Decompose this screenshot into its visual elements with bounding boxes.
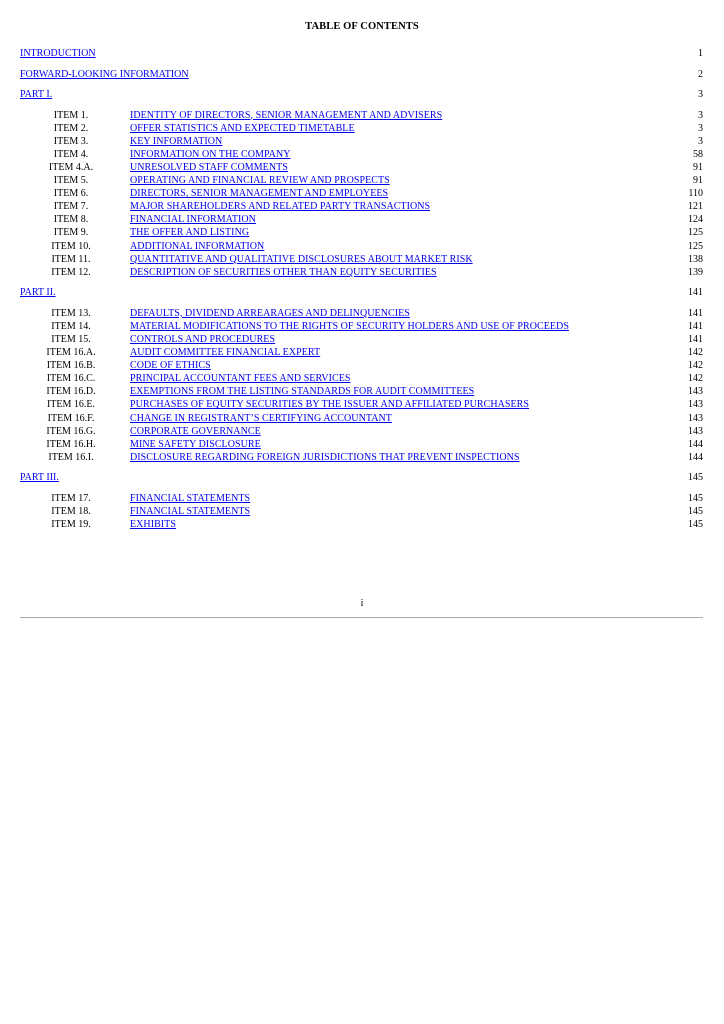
toc-page-number: 121 [688,201,703,213]
toc-item-row [0,187,724,200]
toc-page-number: 142 [688,360,703,372]
toc-item-row [0,122,724,135]
toc-item-link[interactable]: ADDITIONAL INFORMATION [130,240,265,252]
toc-item-number: ITEM 17. [51,492,91,504]
toc-item-link[interactable]: UNRESOLVED STAFF COMMENTS [130,161,288,173]
toc-item-link[interactable]: MATERIAL MODIFICATIONS TO THE RIGHTS OF SECURITY HOLDERS AND USE OF PROCEEDS [130,320,569,332]
toc-page-number: 125 [688,227,703,239]
toc-page-number: 3 [698,122,703,134]
toc-item-link[interactable]: CODE OF ETHICS [130,360,211,372]
toc-item-number: ITEM 5. [53,175,89,186]
toc-item-row [0,320,724,333]
toc-section-row [0,471,724,484]
toc-page-number: 145 [688,519,703,530]
toc-item-number: ITEM 8. [53,214,89,226]
toc-item-row [0,412,724,425]
toc-page-number: 91 [693,175,703,186]
toc-item-number: ITEM 7. [53,201,89,213]
toc-page-number: 144 [688,451,703,463]
toc-item-number: ITEM 11. [51,253,91,265]
toc-item-number: ITEM 13. [51,307,91,319]
toc-page-number: 143 [688,412,703,424]
toc-page-number: 141 [688,333,703,345]
toc-item-row [0,438,724,451]
toc-section-row [0,47,724,60]
toc-item-number: ITEM 16.D. [46,386,96,398]
toc-item-link[interactable]: MINE SAFETY DISCLOSURE [130,438,261,450]
toc-page-number: 91 [693,161,703,173]
toc-item-link[interactable]: DESCRIPTION OF SECURITIES OTHER THAN EQUITY SECURITIES [130,266,437,278]
toc-item-link[interactable]: FINANCIAL INFORMATION [130,214,256,226]
toc-item-row [0,398,724,411]
toc-page-number: 145 [688,472,703,484]
toc-item-link[interactable]: FINANCIAL STATEMENTS [130,505,251,517]
toc-page-number: 141 [688,320,703,332]
toc-item-link[interactable]: CORPORATE GOVERNANCE [130,425,261,437]
toc-item-link[interactable]: PRINCIPAL ACCOUNTANT FEES AND SERVICES [130,373,351,385]
toc-section-link[interactable]: FORWARD-LOOKING INFORMATION [20,68,189,80]
toc-item-number: ITEM 18. [51,505,91,517]
toc-item-link[interactable]: MAJOR SHAREHOLDERS AND RELATED PARTY TRANSACTIONS [130,201,431,213]
toc-item-number: ITEM 16.H. [46,438,96,450]
toc-section-link[interactable]: INTRODUCTION [20,48,96,59]
toc-section-row [0,88,724,101]
toc-item-row [0,346,724,359]
toc-item-row [0,492,724,505]
toc-item-link[interactable]: EXEMPTIONS FROM THE LISTING STANDARDS FOR AUDIT COMMITTEES [130,386,475,398]
toc-section-link[interactable]: PART I. [20,89,53,100]
toc-item-row [0,200,724,213]
toc-page-number: 142 [688,373,703,385]
toc-page-number: 143 [688,399,703,411]
toc-item-number: ITEM 19. [51,519,91,530]
toc-page-number: 3 [698,109,703,121]
toc-item-number: ITEM 6. [53,188,89,200]
toc-item-link[interactable]: CHANGE IN REGISTRANT’S CERTIFYING ACCOUNTANT [130,412,392,424]
toc-item-number: ITEM 4. [53,148,89,160]
toc-item-row [0,518,724,531]
toc-page-number: 3 [698,135,703,147]
toc-item-link[interactable]: DEFAULTS, DIVIDEND ARREARAGES AND DELINQUENCIES [130,307,410,319]
toc-item-row [0,135,724,148]
toc-item-row [0,109,724,122]
toc-item-number: ITEM 16.B. [46,360,96,372]
toc-page-number: 141 [688,287,703,299]
toc-page-number: 143 [688,386,703,398]
toc-item-row [0,425,724,438]
toc-item-link[interactable]: THE OFFER AND LISTING [130,227,250,239]
toc-page-number: 2 [698,68,703,80]
toc-item-link[interactable]: FINANCIAL STATEMENTS [130,492,251,504]
toc-item-row [0,505,724,518]
page-divider [20,617,703,618]
toc-item-number: ITEM 16.A. [46,347,96,358]
toc-item-row [0,253,724,266]
toc-item-number: ITEM 9. [53,227,89,239]
toc-item-number: ITEM 16.F. [47,412,95,424]
toc-item-number: ITEM 16.G. [46,425,96,437]
toc-page-number: 125 [688,240,703,252]
toc-item-row [0,174,724,187]
toc-item-link[interactable]: INFORMATION ON THE COMPANY [130,148,291,160]
toc-page-number: 58 [693,148,703,160]
toc-item-link[interactable]: CONTROLS AND PROCEDURES [130,333,276,345]
toc-section-link[interactable]: PART II. [20,287,56,299]
toc-page-number: 145 [688,505,703,517]
toc-page-number: 141 [688,307,703,319]
toc-item-number: ITEM 2. [53,122,89,134]
toc-page-number: 138 [688,253,703,265]
toc-section-row [0,68,724,81]
toc-item-link[interactable]: DIRECTORS, SENIOR MANAGEMENT AND EMPLOYEES [130,188,389,200]
toc-page-number: 145 [688,492,703,504]
toc-page-number: 1 [698,48,703,59]
toc-item-link[interactable]: OFFER STATISTICS AND EXPECTED TIMETABLE [130,122,355,134]
toc-item-number: ITEM 1. [53,109,89,121]
toc-item-row [0,148,724,161]
toc-page-number: 110 [688,188,703,200]
toc-item-link[interactable]: QUANTITATIVE AND QUALITATIVE DISCLOSURES ABOUT MARKET RISK [130,253,473,265]
toc-item-row [0,307,724,320]
toc-item-link[interactable]: DISCLOSURE REGARDING FOREIGN JURISDICTIONS THAT PREVENT INSPECTIONS [130,451,520,463]
toc-item-number: ITEM 3. [53,135,89,147]
toc-item-link[interactable]: OPERATING AND FINANCIAL REVIEW AND PROSPECTS [130,175,390,186]
toc-item-row [0,333,724,346]
toc-item-row [0,359,724,372]
toc-item-number: ITEM 4.A. [48,161,94,173]
toc-item-number: ITEM 16.E. [46,399,96,411]
footer-page-number: i [360,598,364,609]
toc-page-number: 3 [698,89,703,100]
toc-item-row [0,372,724,385]
toc-item-row [0,240,724,253]
toc-item-number: ITEM 15. [51,333,91,345]
toc-item-number: ITEM 16.I. [48,451,94,463]
toc-page-number: 143 [688,425,703,437]
toc-item-row [0,385,724,398]
toc-item-row [0,226,724,239]
toc-section-link[interactable]: PART III. [20,472,59,484]
toc-item-link[interactable]: KEY INFORMATION [130,135,223,147]
toc-section-row [0,286,724,299]
toc-page-number: 144 [688,438,703,450]
toc-item-link[interactable]: IDENTITY OF DIRECTORS, SENIOR MANAGEMENT AND ADVISERS [130,109,443,121]
toc-item-number: ITEM 10. [51,240,91,252]
toc-item-number: ITEM 12. [51,266,91,278]
toc-page-number: 142 [688,347,703,358]
toc-item-row [0,213,724,226]
toc-item-number: ITEM 14. [51,320,91,332]
toc-item-row [0,451,724,464]
toc-page-number: 124 [688,214,703,226]
toc-item-row [0,161,724,174]
toc-page-number: 139 [688,266,703,278]
page-title: TABLE OF CONTENTS [305,21,419,32]
toc-item-link[interactable]: AUDIT COMMITTEE FINANCIAL EXPERT [130,347,321,358]
toc-item-link[interactable]: PURCHASES OF EQUITY SECURITIES BY THE ISSUER AND AFFILIATED PURCHASERS [130,399,530,411]
toc-item-link[interactable]: EXHIBITS [130,519,176,530]
toc-item-number: ITEM 16.C. [46,373,96,385]
toc-item-row [0,266,724,279]
